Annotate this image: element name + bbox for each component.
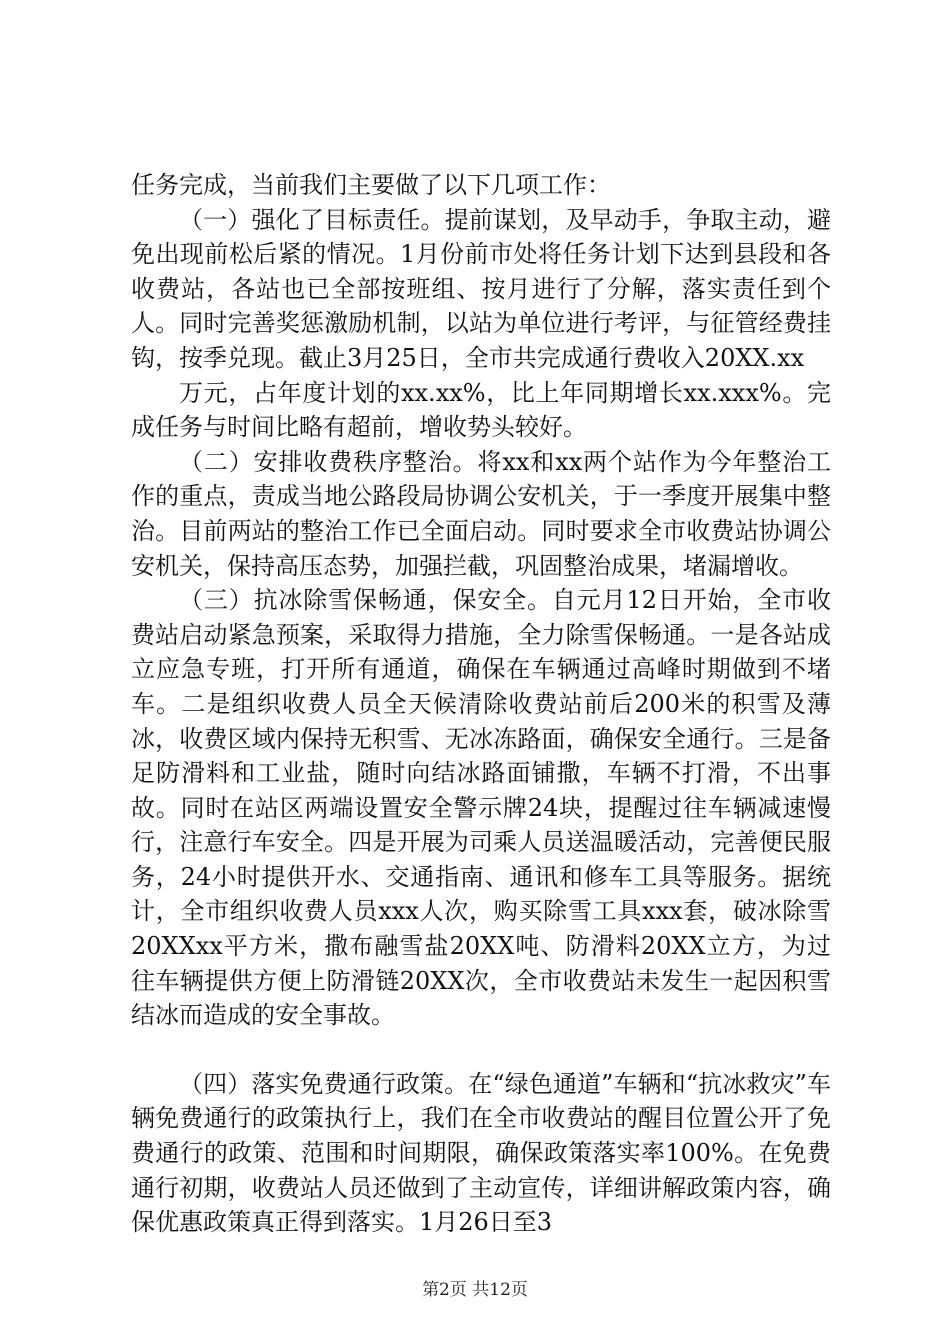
- paragraph-intro: 任务完成，当前我们主要做了以下几项工作：: [131, 171, 611, 199]
- paragraph-section-2: （二）安排收费秩序整治。将xx和xx两个站作为今年整治工作的重点，责成当地公路段局协调公安机关，于一季度开展集中整治。目前两站的整治工作已全面启动。同时要求全市收费站协调公安机关，保持高压态势，加强拦截，巩固整治成果，堵漏增收。: [131, 447, 831, 580]
- paragraph-section-4: （四）落实免费通行政策。在“绿色通道”车辆和“抗冰救灾”车辆免费通行的政策执行上，我们在全市收费站的醒目位置公开了免费通行的政策、范围和时间期限，确保政策落实率100%。在免费通行初期，收费站人员还做到了主动宣传，详细讲解政策内容，确保优惠政策真正得到落实。1月26日至3: [131, 1069, 831, 1237]
- paragraph-gap: [131, 1033, 831, 1067]
- paragraph-section-1-continued: 万元，占年度计划的xx.xx%，比上年同期增长xx.xxx%。完成任务与时间比略有超前，增收势头较好。: [131, 378, 831, 442]
- paragraph-section-3: （三）抗冰除雪保畅通，保安全。自元月12日开始，全市收费站启动紧急预案，采取得力措施，全力除雪保畅通。一是各站成立应急专班，打开所有通道，确保在车辆通过高峰时期做到不堵车。二是组织收费人员全天候清除收费站前后200米的积雪及薄冰，收费区域内保持无积雪、无冰冻路面，确保安全通行。三是备足防滑料和工业盐，随时向结冰路面铺撒，车辆不打滑，不出事故。同时在站区两端设置安全警示牌24块，提醒过往车辆减速慢行，注意行车安全。四是开展为司乘人员送温暖活动，完善便民服务，24小时提供开水、交通指南、通讯和修车工具等服务。据统计，全市组织收费人员xxx人次，购买除雪工具xxx套，破冰除雪20XXxx平方米，撒布融雪盐20XX吨、防滑料20XX立方，为过往车辆提供方便上防滑链20XX次，全市收费站未发生一起因积雪结冰而造成的安全事故。: [131, 586, 831, 1030]
- document-body: [131, 168, 831, 1240]
- page-footer: 第2页 共12页: [422, 1280, 528, 1300]
- paragraph-section-1: （一）强化了目标责任。提前谋划，及早动手，争取主动，避免出现前松后紧的情况。1月份前市处将任务计划下达到县段和各收费站，各站也已全部按班组、按月进行了分解，落实责任到个人。同时完善奖惩激励机制，以站为单位进行考评，与征管经费挂钩，按季兑现。截止3月25日，全市共完成通行费收入20XX.xx: [131, 205, 831, 372]
